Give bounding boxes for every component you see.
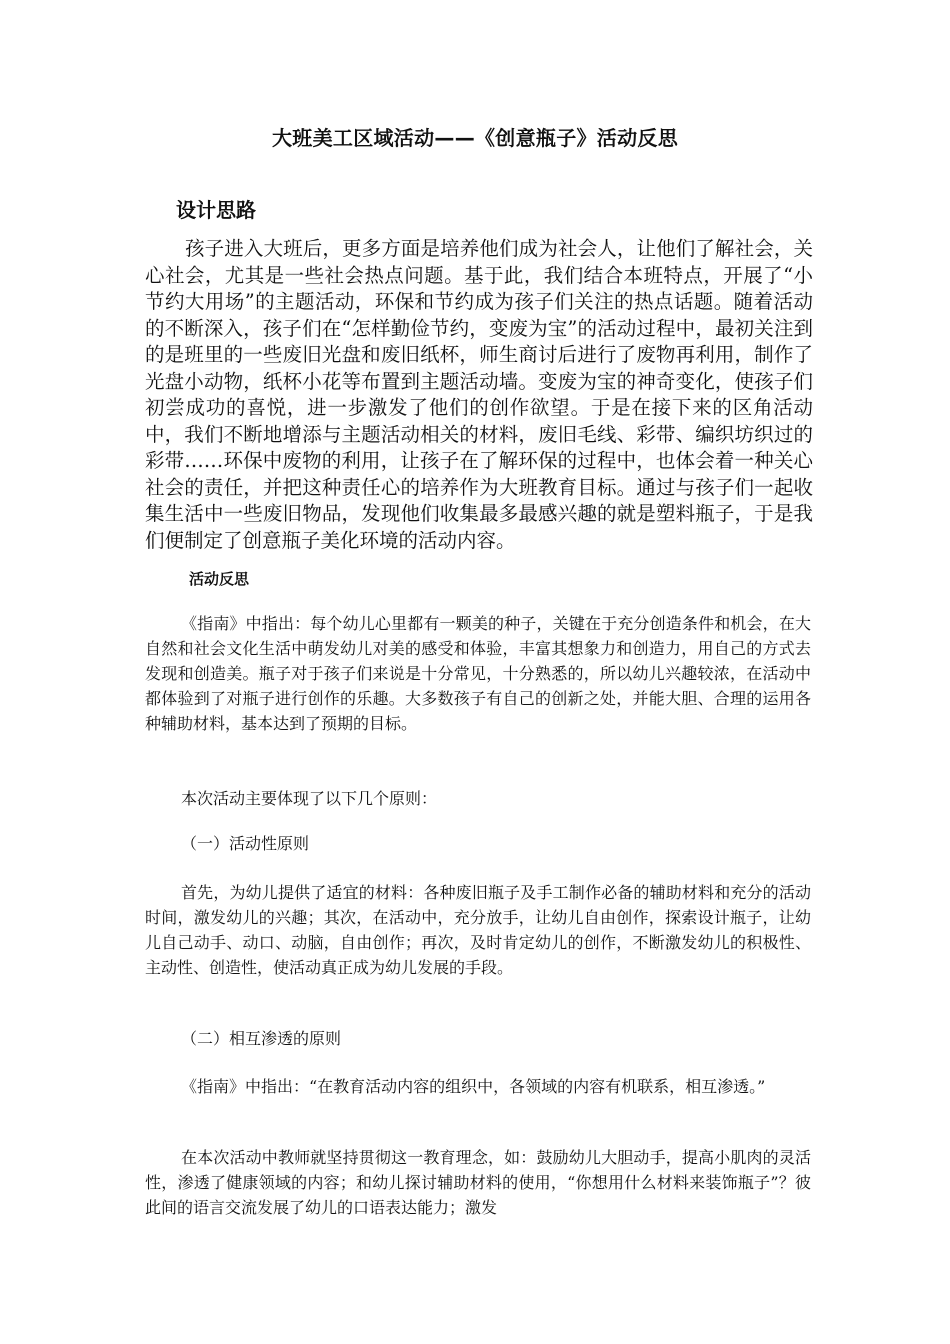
- principle-1-heading: （一）活动性原则: [181, 834, 310, 853]
- principle-2-paragraph: 在本次活动中教师就坚持贯彻这一教育理念，如：鼓励幼儿大胆动手，提高小肌肉的灵活性，渗透了健康领域的内容；和幼儿探讨辅助材料的使用，“你想用什么材料来装饰瓶子”？彼此间的语言交流发展了幼儿的口语表达能力；激发: [145, 1148, 811, 1217]
- principle-2-heading: （二）相互渗透的原则: [181, 1029, 342, 1048]
- document-title: 大班美工区域活动——《创意瓶子》活动反思: [272, 126, 678, 150]
- reflection-heading: 活动反思: [189, 570, 250, 588]
- design-heading: 设计思路: [176, 198, 256, 222]
- reflection-paragraph-1: 《指南》中指出：每个幼儿心里都有一颗美的种子，关键在于充分创造条件和机会，在大自然和社会文化生活中萌发幼儿对美的感受和体验，丰富其想象力和创造力，用自己的方式去发现和创造美。瓶子对于孩子们来说是十分常见，十分熟悉的，所以幼儿兴趣较浓，在活动中都体验到了对瓶子进行创作的乐趣。大多数孩子有自己的创新之处，并能大胆、合理的运用各种辅助材料，基本达到了预期的目标。: [145, 614, 811, 733]
- principle-2-quote: 《指南》中指出：“在教育活动内容的组织中，各领域的内容有机联系，相互渗透。”: [181, 1077, 766, 1096]
- principle-1-paragraph: 首先，为幼儿提供了适宜的材料：各种废旧瓶子及手工制作必备的辅助材料和充分的活动时间，激发幼儿的兴趣；其次，在活动中，充分放手，让幼儿自由创作，探索设计瓶子，让幼儿自己动手、动口、动脑，自由创作；再次，及时肯定幼儿的创作，不断激发幼儿的积极性、主动性、创造性，使活动真正成为幼儿发展的手段。: [145, 883, 811, 977]
- design-paragraph: 孩子进入大班后，更多方面是培养他们成为社会人，让他们了解社会，关心社会，尤其是一些社会热点问题。基于此，我们结合本班特点，开展了“小节约大用场”的主题活动，环保和节约成为孩子们关注的热点话题。随着活动的不断深入，孩子们在“怎样勤俭节约，变废为宝”的活动过程中，最初关注到的是班里的一些废旧光盘和废旧纸杯，师生商讨后进行了废物再利用，制作了光盘小动物，纸杯小花等布置到主题活动墙。变废为宝的神奇变化，使孩子们初尝成功的喜悦，进一步激发了他们的创作欲望。于是在接下来的区角活动中，我们不断地增添与主题活动相关的材料，废旧毛线、彩带、编织坊织过的彩带……环保中废物的利用，让孩子在了解环保的过程中，也体会着一种关心社会的责任，并把这种责任心的培养作为大班教育目标。通过与孩子们一起收集生活中一些废旧物品，发现他们收集最多最感兴趣的就是塑料瓶子，于是我们便制定了创意瓶子美化环境的活动内容。: [145, 237, 813, 552]
- reflection-paragraph-2: 本次活动主要体现了以下几个原则：: [181, 789, 438, 808]
